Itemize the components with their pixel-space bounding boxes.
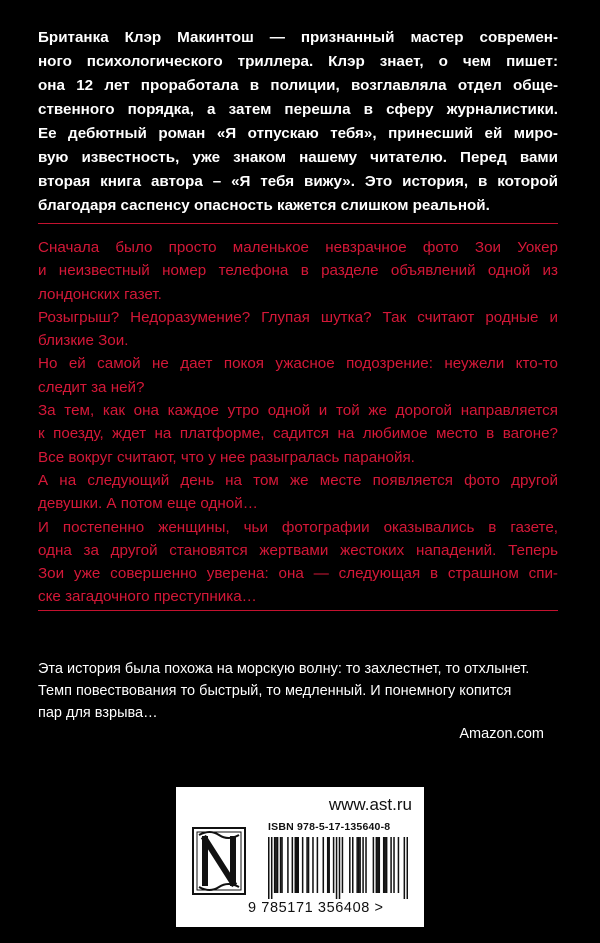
barcode-bar	[358, 837, 360, 893]
barcode-bar	[328, 837, 330, 893]
blurb-line: Все вокруг считают, что у нее разыгралась паранойя.	[38, 448, 415, 466]
barcode-bar	[404, 837, 406, 899]
barcode-bar	[359, 837, 361, 893]
barcode-bar	[386, 837, 388, 893]
barcode-bar	[281, 837, 283, 893]
quote-line: пар для взрыва…	[38, 705, 158, 721]
blurb-line: А на следующий день на том же месте появляется фото другой	[38, 471, 558, 489]
barcode-bar	[384, 837, 386, 893]
barcode-digits: 9 785171 356408	[248, 900, 370, 916]
blurb-line: девушки. А потом еще одной…	[38, 495, 258, 513]
barcode-bar	[398, 837, 400, 893]
barcode-bar	[280, 837, 282, 893]
barcode-bar	[342, 837, 344, 893]
barcode-bar	[275, 837, 277, 893]
barcode-bar	[296, 837, 298, 893]
blurb-line: Сначала было просто маленькое невзрачное фото Зои Уокер	[38, 239, 558, 256]
barcode-bar	[365, 837, 367, 893]
barcode-bar	[292, 837, 294, 893]
bio-line: Ее дебютный роман «Я отпускаю тебя», принесший ей миро-	[38, 125, 558, 142]
blurb-line: близкие Зои.	[38, 332, 129, 350]
quote-source: Amazon.com	[459, 726, 544, 742]
barcode-bar	[287, 837, 289, 893]
barcode-bar	[379, 837, 381, 893]
barcode-bar	[327, 837, 329, 893]
quote-line: Эта история была похожа на морскую волну: то захлестнет, то отхлынет.	[38, 661, 530, 677]
blurb-line: к поезду, ждет на платформе, садится на любимое место в вагоне?	[38, 425, 558, 443]
barcode-end-marker: >	[374, 900, 384, 916]
barcode-bar	[393, 837, 395, 893]
blurb-line: За тем, как она каждое утро одной и той же дорогой направляется	[38, 402, 558, 420]
barcode-bar	[306, 837, 308, 893]
barcode-bar	[297, 837, 299, 893]
blurb-line: Розыгрыш? Недоразумение? Глупая шутка? Так считают родные и	[38, 308, 558, 326]
plot-blurb	[38, 236, 558, 609]
publisher-website[interactable]: www.ast.ru	[328, 795, 412, 814]
barcode-bar	[339, 837, 341, 899]
quote-line: Темп повествования то быстрый, то медленный. И понемногу копится	[38, 683, 512, 699]
barcode-bar	[336, 837, 338, 899]
barcode-bar	[271, 837, 273, 899]
blurb-line: лондонских газет.	[38, 285, 162, 303]
bio-line: ного психологического триллера. Клэр знает, о чем пишет:	[38, 53, 558, 70]
ast-monogram-logo-icon	[190, 825, 248, 897]
barcode-bar	[274, 837, 276, 893]
author-bio	[38, 26, 558, 218]
barcode-bar	[323, 837, 325, 893]
barcode-bar	[362, 837, 364, 893]
review-quote	[38, 658, 558, 724]
isbn-number: ISBN 978-5-17-135640-8	[268, 821, 391, 833]
blurb-line: ске загадочного преступника…	[38, 588, 257, 606]
barcode-bar	[277, 837, 279, 893]
barcode-bar	[390, 837, 392, 893]
top-divider	[38, 223, 558, 224]
blurb-line: И постепенно женщины, чьи фотографии оказывались в газете,	[38, 518, 558, 536]
bio-line: она 12 лет проработала в полиции, возглавляла отдел обще-	[38, 77, 558, 94]
blurb-line: следит за ней?	[38, 378, 145, 396]
barcode-bar	[376, 837, 378, 893]
blurb-line: Но ей самой не дает покоя ужасное подозрение: неужели кто-то	[38, 355, 558, 373]
barcode-bar	[407, 837, 408, 899]
barcode	[268, 837, 408, 899]
barcode-bar	[377, 837, 379, 893]
barcode-bar	[373, 837, 375, 893]
bio-line: вторая книга автора – «Я тебя вижу». Это история, в которой	[38, 173, 558, 190]
bio-line: Британка Клэр Макинтош — признанный мастер современ-	[38, 29, 558, 46]
barcode-bar	[333, 837, 335, 893]
isbn-label	[176, 787, 424, 927]
bio-line: благодаря саспенсу опасность кажется слишком реальной.	[38, 197, 490, 214]
barcode-number	[248, 900, 384, 916]
barcode-bar	[356, 837, 358, 893]
bottom-divider	[38, 610, 558, 611]
barcode-bar	[349, 837, 351, 893]
bio-line: вую известность, уже знаком нашему читателю. Перед вами	[38, 149, 558, 166]
blurb-line: Зои уже совершенно уверена: она — следующая в страшном спи-	[38, 565, 558, 583]
barcode-bar	[352, 837, 354, 893]
blurb-line: одна за другой становятся жертвами жестоких нападений. Теперь	[38, 541, 558, 559]
barcode-bar	[268, 837, 270, 899]
barcode-bar	[302, 837, 304, 893]
barcode-bar	[308, 837, 310, 893]
barcode-bar	[383, 837, 385, 893]
barcode-bar	[317, 837, 319, 893]
bio-line: ственного порядка, а затем перешла в сферу журналистики.	[38, 101, 558, 118]
barcode-bar	[312, 837, 314, 893]
blurb-line: и неизвестный номер телефона в разделе объявлений одной из	[38, 262, 558, 280]
barcode-bar	[295, 837, 297, 893]
